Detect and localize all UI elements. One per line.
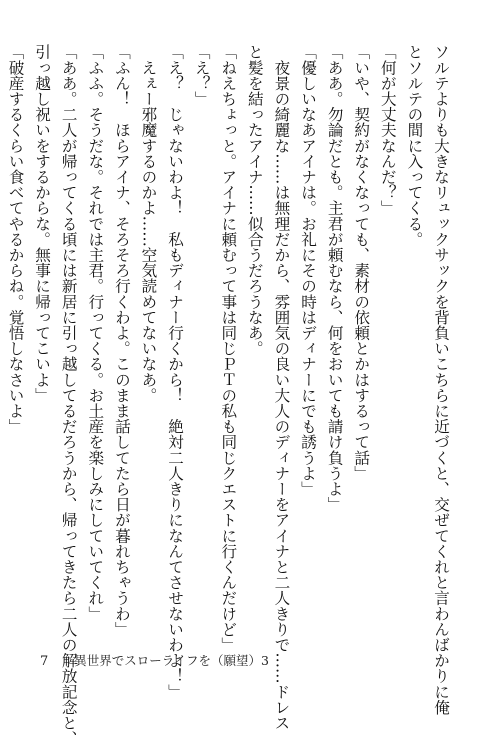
text-line-14: 「ふふ。そうだな。それでは主君。行ってくる。お土産を楽しみにしていてくれ」 (86, 44, 105, 622)
text-line-6: 「優しいなあアイナは。お礼にその時はディナーにでも誘うよ」 (299, 44, 318, 497)
page-number: 7 (40, 654, 49, 669)
text-line-11: 「え？ じゃないわよ！ 私もディナー行くから！ 絶対二人きりになんてさせないわよ！」 (166, 44, 185, 700)
text-line-16: 引っ越し祝いをするからな。無事に帰ってこいよ」 (33, 44, 52, 403)
text-line-3: 「何が大丈夫なんだ？」 (378, 44, 397, 216)
text-line-2: とソルテの間に入ってくる。 (405, 44, 424, 247)
text-line-9: 「ねえちょっと。アイナに頼むって事は同じＰＴの私も同じクエストに行くんだけど」 (219, 44, 238, 653)
text-line-15: 「ああ。二人が帰ってくる頃には新居に引っ越してるだろうから、帰ってきたら二人の解放記念と、 (59, 44, 78, 746)
text-line-7: 夜景の綺麗な……は無理だから、雰囲気の良い大人のディナーをアイナと二人きりで……ドレス (272, 44, 291, 731)
text-line-13: 「ふん！ ほらアイナ、そろそろ行くわよ。このまま話してたら日が暮れちゃうわ」 (112, 44, 131, 637)
text-line-4: 「いや、契約がなくなっても、素材の依頼とかはするって話」 (352, 44, 371, 481)
text-line-5: 「ああ。勿論だとも。主君が頼むなら、何をおいても請け負うよ」 (325, 44, 344, 512)
text-line-1: ソルテよりも大きなリュックサックを背負いこちらに近づくと、交ぜてくれと言わんばかりに俺 (432, 44, 450, 715)
book-title: 異世界でスローライフを（願望）3 (74, 653, 269, 668)
text-line-17: 「破産するくらい食べてやるからね。覚悟しなさいよ」 (6, 44, 25, 434)
text-line-10: 「え？」 (192, 44, 211, 107)
text-line-8: と髪を結ったアイナ……似合うだろうなあ。 (245, 44, 264, 356)
page-footer (40, 651, 269, 669)
text-line-12: えぇー邪魔するのかよ……空気読めてないなあ。 (139, 44, 158, 403)
